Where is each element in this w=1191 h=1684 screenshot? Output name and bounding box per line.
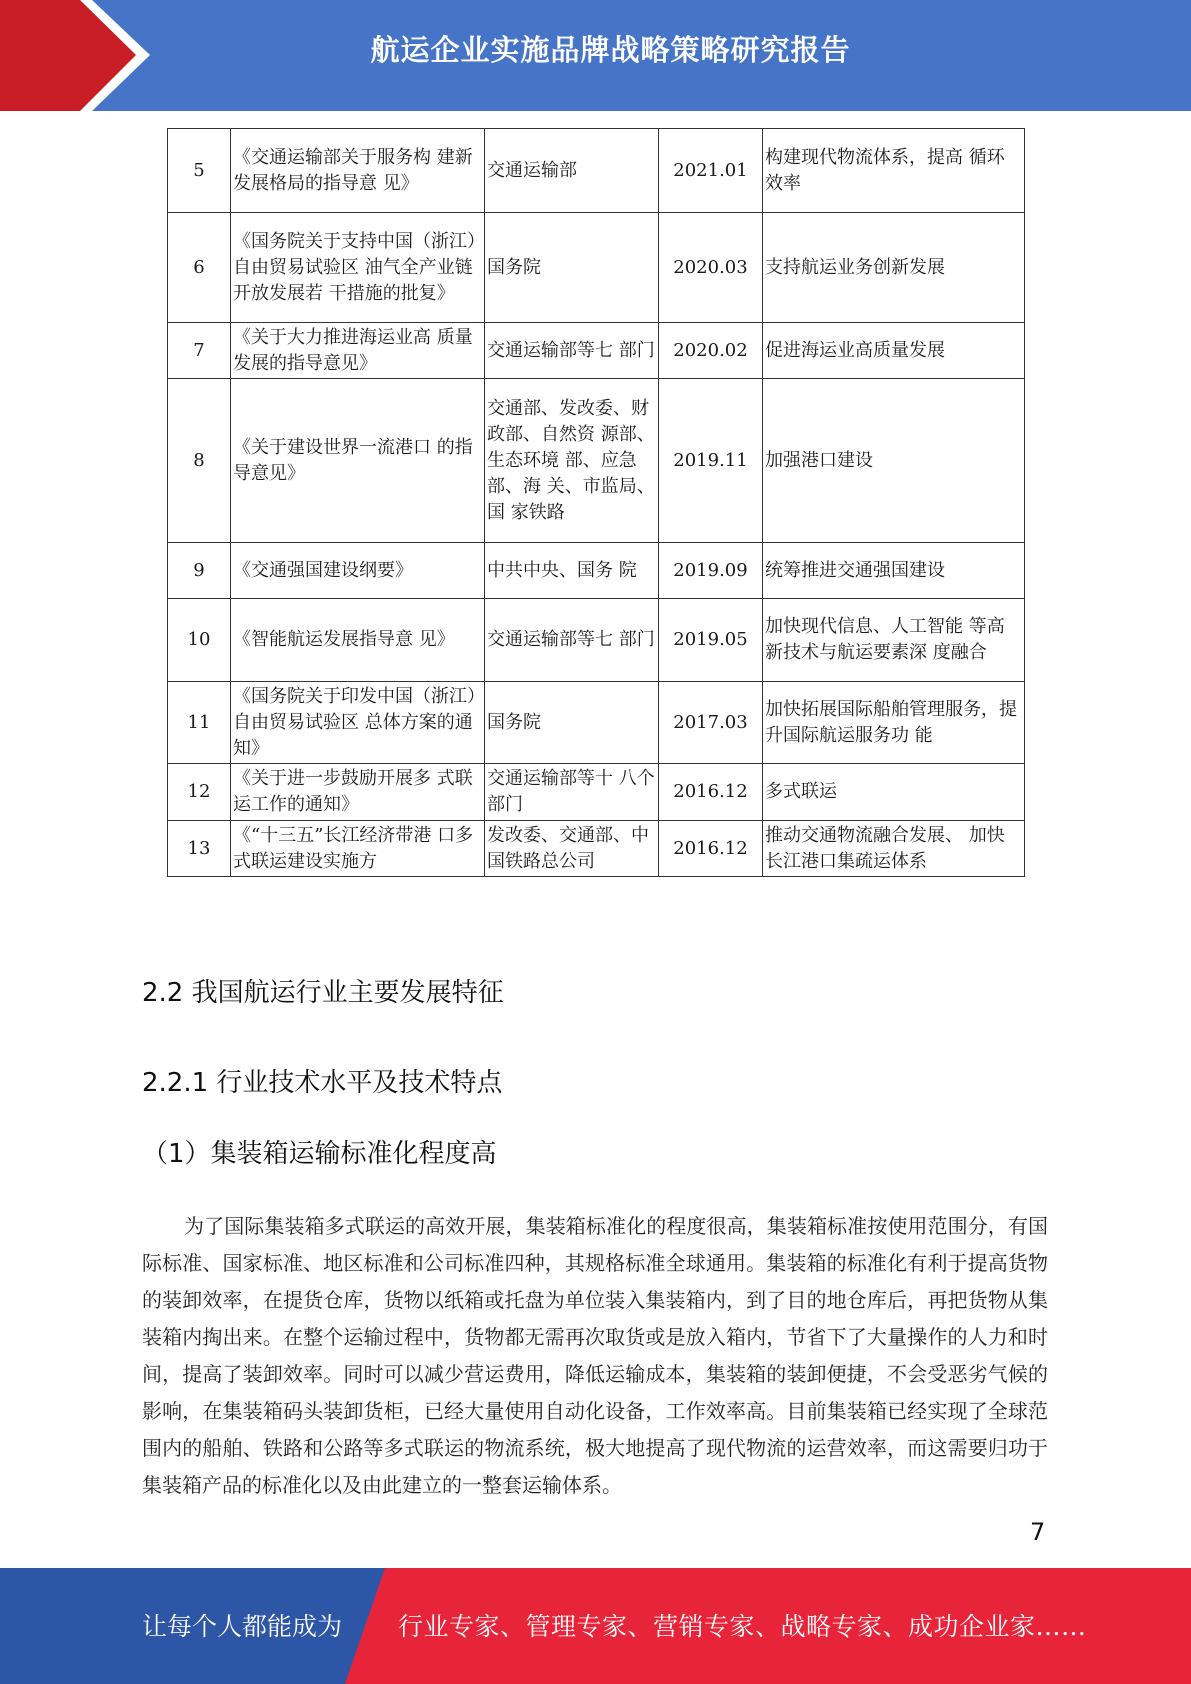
- table-row: [168, 543, 1025, 599]
- issue-date: 2016.12: [659, 764, 763, 821]
- issue-date: 2020.03: [659, 213, 763, 323]
- document-name: 《关于建设世界一流港口 的指导意见》: [231, 379, 485, 543]
- subsection-heading: 2.2.1 行业技术水平及技术特点: [142, 1068, 503, 1098]
- issue-date: 2019.11: [659, 379, 763, 543]
- issuing-body: 国务院: [485, 213, 659, 323]
- document-title: 航运企业实施品牌战略策略研究报告: [370, 33, 851, 67]
- policy-table: [167, 128, 1025, 877]
- policy-content: 促进海运业高质量发展: [763, 323, 1025, 379]
- issuing-body: 发改委、交通部、中国铁路总公司: [485, 821, 659, 877]
- footer-slogan-right: 行业专家、管理专家、营销专家、战略专家、成功企业家……: [398, 1612, 1087, 1641]
- document-name: 《交通强国建设纲要》: [231, 543, 485, 599]
- policy-content: 加强港口建设: [763, 379, 1025, 543]
- issuing-body: 交通运输部: [485, 129, 659, 213]
- document-name: 《交通运输部关于服务构 建新发展格局的指导意 见》: [231, 129, 485, 213]
- issuing-body: 交通运输部等七 部门: [485, 599, 659, 682]
- row-number: 9: [168, 543, 231, 599]
- table-row: [168, 764, 1025, 821]
- row-number: 12: [168, 764, 231, 821]
- policy-content: 推动交通物流融合发展、 加快长江港口集疏运体系: [763, 821, 1025, 877]
- table-row: [168, 682, 1025, 764]
- table-row: [168, 599, 1025, 682]
- page-header: [0, 0, 1191, 111]
- policy-content: 加快拓展国际船舶管理服务，提升国际航运服务功 能: [763, 682, 1025, 764]
- row-number: 5: [168, 129, 231, 213]
- table-row: [168, 213, 1025, 323]
- document-name: 《关于进一步鼓励开展多 式联运工作的通知》: [231, 764, 485, 821]
- issue-date: 2017.03: [659, 682, 763, 764]
- table-row: [168, 821, 1025, 877]
- sub-subsection-heading: （1）集装箱运输标准化程度高: [142, 1139, 497, 1169]
- issue-date: 2021.01: [659, 129, 763, 213]
- policy-content: 多式联运: [763, 764, 1025, 821]
- footer-slogan-left: 让每个人都能成为: [142, 1612, 343, 1641]
- row-number: 8: [168, 379, 231, 543]
- document-name: 《智能航运发展指导意 见》: [231, 599, 485, 682]
- issuing-body: 交通运输部等七 部门: [485, 323, 659, 379]
- body-paragraph: 为了国际集装箱多式联运的高效开展，集装箱标准化的程度很高，集装箱标准按使用范围分，有国际标准、国家标准、地区标准和公司标准四种，其规格标准全球通用。集装箱的标准化有利于提高货物的装卸效率，在提货仓库，货物以纸箱或托盘为单位装入集装箱内，到了目的地仓库后，再把货物从集装箱内掏出来。在整个运输过程中，货物都无需再次取货或是放入箱内，节省下了大量操作的人力和时间，提高了装卸效率。同时可以减少营运费用，降低运输成本，集装箱的装卸便捷，不会受恶劣气候的影响，在集装箱码头装卸货柜，已经大量使用自动化设备，工作效率高。目前集装箱已经实现了全球范围内的船舶、铁路和公路等多式联运的物流系统，极大地提高了现代物流的运营效率，而这需要归功于集装箱产品的标准化以及由此建立的一整套运输体系。: [142, 1214, 1048, 1497]
- document-name: 《“十三五”长江经济带港 口多式联运建设实施方: [231, 821, 485, 877]
- policy-content: 统筹推进交通强国建设: [763, 543, 1025, 599]
- issuing-body: 交通运输部等十 八个部门: [485, 764, 659, 821]
- policy-content: 支持航运业务创新发展: [763, 213, 1025, 323]
- document-name: 《国务院关于印发中国（浙江）自由贸易试验区 总体方案的通知》: [231, 682, 485, 764]
- table-row: [168, 323, 1025, 379]
- row-number: 10: [168, 599, 231, 682]
- page-number: 7: [1030, 1518, 1046, 1546]
- issue-date: 2016.12: [659, 821, 763, 877]
- issue-date: 2019.09: [659, 543, 763, 599]
- page-footer: [0, 1568, 1191, 1684]
- issuing-body: 中共中央、国务 院: [485, 543, 659, 599]
- row-number: 13: [168, 821, 231, 877]
- row-number: 7: [168, 323, 231, 379]
- document-name: 《关于大力推进海运业高 质量发展的指导意见》: [231, 323, 485, 379]
- policy-content: 加快现代信息、人工智能 等高新技术与航运要素深 度融合: [763, 599, 1025, 682]
- issuing-body: 国务院: [485, 682, 659, 764]
- section-heading: 2.2 我国航运行业主要发展特征: [142, 978, 504, 1008]
- table-row: [168, 379, 1025, 543]
- issue-date: 2020.02: [659, 323, 763, 379]
- issuing-body: 交通部、发改委、财政部、自然资 源部、生态环境 部、应急部、海 关、市监局、国 家铁路: [485, 379, 659, 543]
- row-number: 6: [168, 213, 231, 323]
- table-row: [168, 129, 1025, 213]
- row-number: 11: [168, 682, 231, 764]
- issue-date: 2019.05: [659, 599, 763, 682]
- policy-content: 构建现代物流体系，提高 循环效率: [763, 129, 1025, 213]
- document-name: 《国务院关于支持中国（浙江）自由贸易试验区 油气全产业链开放发展若 干措施的批复》: [231, 213, 485, 323]
